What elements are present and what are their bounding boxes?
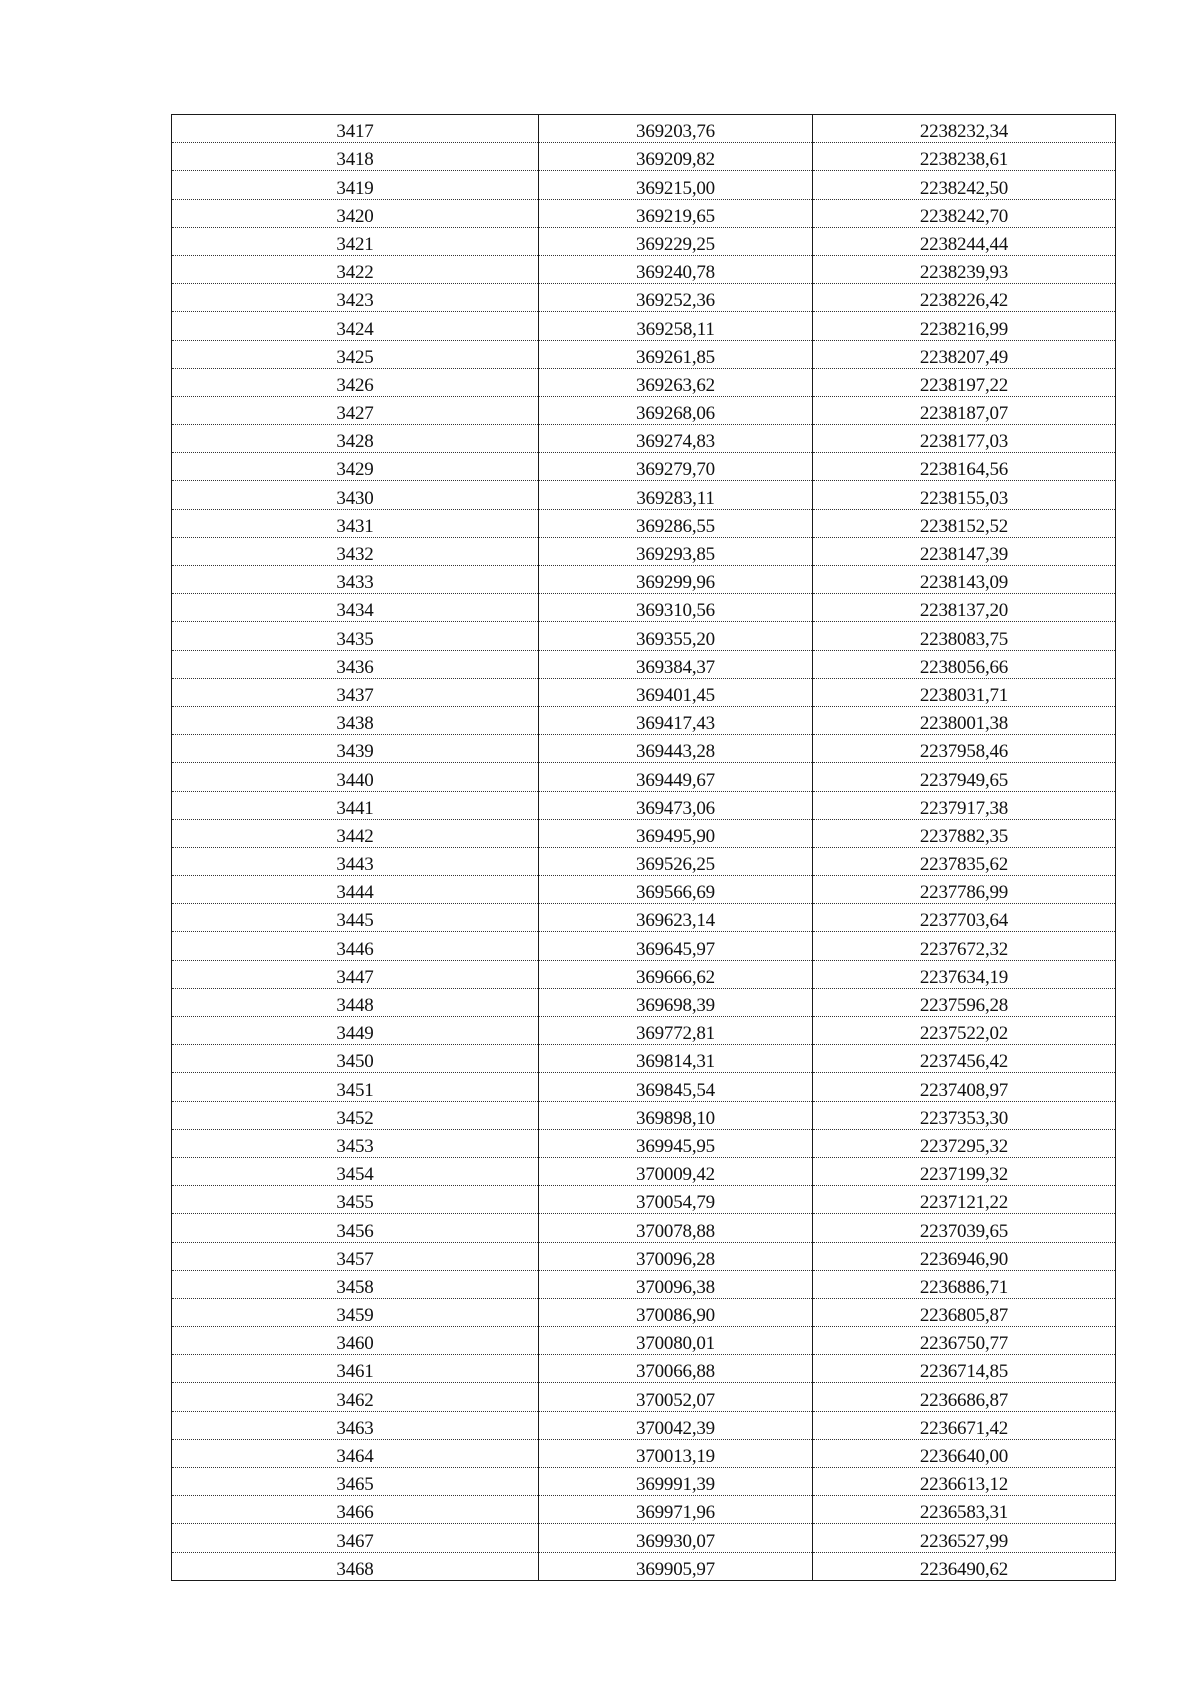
y-coordinate-cell: 2236640,00 <box>813 1439 1116 1467</box>
point-number-cell: 3456 <box>172 1214 539 1242</box>
point-number-cell: 3441 <box>172 791 539 819</box>
x-coordinate-cell: 369845,54 <box>539 1073 813 1101</box>
x-coordinate-cell: 369274,83 <box>539 425 813 453</box>
x-coordinate-cell: 370052,07 <box>539 1383 813 1411</box>
x-coordinate-cell: 369384,37 <box>539 650 813 678</box>
point-number-cell: 3445 <box>172 904 539 932</box>
table-row <box>172 1157 1116 1185</box>
y-coordinate-cell: 2236714,85 <box>813 1355 1116 1383</box>
x-coordinate-cell: 369283,11 <box>539 481 813 509</box>
point-number-cell: 3447 <box>172 960 539 988</box>
point-number-cell: 3444 <box>172 876 539 904</box>
x-coordinate-cell: 369252,36 <box>539 284 813 312</box>
point-number-cell: 3448 <box>172 988 539 1016</box>
table-row <box>172 1242 1116 1270</box>
point-number-cell: 3418 <box>172 143 539 171</box>
table-row <box>172 1468 1116 1496</box>
point-number-cell: 3458 <box>172 1270 539 1298</box>
point-number-cell: 3429 <box>172 453 539 481</box>
x-coordinate-cell: 369355,20 <box>539 622 813 650</box>
y-coordinate-cell: 2237958,46 <box>813 735 1116 763</box>
x-coordinate-cell: 369566,69 <box>539 876 813 904</box>
x-coordinate-cell: 369645,97 <box>539 932 813 960</box>
table-row <box>172 143 1116 171</box>
table-row <box>172 1270 1116 1298</box>
x-coordinate-cell: 370054,79 <box>539 1186 813 1214</box>
table-row <box>172 509 1116 537</box>
table-row <box>172 678 1116 706</box>
table-row <box>172 791 1116 819</box>
table-row <box>172 255 1116 283</box>
x-coordinate-cell: 370078,88 <box>539 1214 813 1242</box>
table-row <box>172 171 1116 199</box>
x-coordinate-cell: 370013,19 <box>539 1439 813 1467</box>
point-number-cell: 3452 <box>172 1101 539 1129</box>
y-coordinate-cell: 2238155,03 <box>813 481 1116 509</box>
table-row <box>172 1355 1116 1383</box>
table-row <box>172 227 1116 255</box>
x-coordinate-cell: 369263,62 <box>539 368 813 396</box>
table-row <box>172 1552 1116 1580</box>
point-number-cell: 3443 <box>172 847 539 875</box>
point-number-cell: 3461 <box>172 1355 539 1383</box>
y-coordinate-cell: 2236946,90 <box>813 1242 1116 1270</box>
y-coordinate-cell: 2236750,77 <box>813 1327 1116 1355</box>
point-number-cell: 3432 <box>172 537 539 565</box>
x-coordinate-cell: 370096,38 <box>539 1270 813 1298</box>
x-coordinate-cell: 369945,95 <box>539 1129 813 1157</box>
y-coordinate-cell: 2237835,62 <box>813 847 1116 875</box>
y-coordinate-cell: 2238031,71 <box>813 678 1116 706</box>
y-coordinate-cell: 2236886,71 <box>813 1270 1116 1298</box>
table-row <box>172 988 1116 1016</box>
table-row <box>172 115 1116 143</box>
y-coordinate-cell: 2238187,07 <box>813 396 1116 424</box>
x-coordinate-cell: 369449,67 <box>539 763 813 791</box>
point-number-cell: 3438 <box>172 706 539 734</box>
table-row <box>172 425 1116 453</box>
table-row <box>172 1439 1116 1467</box>
y-coordinate-cell: 2237039,65 <box>813 1214 1116 1242</box>
y-coordinate-cell: 2237703,64 <box>813 904 1116 932</box>
point-number-cell: 3454 <box>172 1157 539 1185</box>
x-coordinate-cell: 369286,55 <box>539 509 813 537</box>
table-row <box>172 1073 1116 1101</box>
table-row <box>172 284 1116 312</box>
x-coordinate-cell: 369443,28 <box>539 735 813 763</box>
y-coordinate-cell: 2237408,97 <box>813 1073 1116 1101</box>
table-row <box>172 904 1116 932</box>
table-row <box>172 199 1116 227</box>
point-number-cell: 3420 <box>172 199 539 227</box>
point-number-cell: 3435 <box>172 622 539 650</box>
point-number-cell: 3425 <box>172 340 539 368</box>
point-number-cell: 3430 <box>172 481 539 509</box>
table-row <box>172 453 1116 481</box>
table-row <box>172 650 1116 678</box>
table-row <box>172 819 1116 847</box>
y-coordinate-cell: 2238238,61 <box>813 143 1116 171</box>
table-row <box>172 1524 1116 1552</box>
x-coordinate-cell: 369417,43 <box>539 706 813 734</box>
y-coordinate-cell: 2236686,87 <box>813 1383 1116 1411</box>
point-number-cell: 3417 <box>172 115 539 143</box>
table-row <box>172 1129 1116 1157</box>
point-number-cell: 3434 <box>172 594 539 622</box>
point-number-cell: 3460 <box>172 1327 539 1355</box>
table-row <box>172 1327 1116 1355</box>
y-coordinate-cell: 2238177,03 <box>813 425 1116 453</box>
point-number-cell: 3468 <box>172 1552 539 1580</box>
point-number-cell: 3442 <box>172 819 539 847</box>
point-number-cell: 3453 <box>172 1129 539 1157</box>
point-number-cell: 3459 <box>172 1298 539 1326</box>
table-row <box>172 932 1116 960</box>
y-coordinate-cell: 2238226,42 <box>813 284 1116 312</box>
point-number-cell: 3465 <box>172 1468 539 1496</box>
x-coordinate-cell: 369203,76 <box>539 115 813 143</box>
table-row <box>172 960 1116 988</box>
table-row <box>172 594 1116 622</box>
table-row <box>172 735 1116 763</box>
x-coordinate-cell: 369279,70 <box>539 453 813 481</box>
x-coordinate-cell: 369293,85 <box>539 537 813 565</box>
y-coordinate-cell: 2237121,22 <box>813 1186 1116 1214</box>
table-row <box>172 368 1116 396</box>
y-coordinate-cell: 2236490,62 <box>813 1552 1116 1580</box>
table-row <box>172 1298 1116 1326</box>
y-coordinate-cell: 2238207,49 <box>813 340 1116 368</box>
x-coordinate-cell: 370086,90 <box>539 1298 813 1326</box>
x-coordinate-cell: 370066,88 <box>539 1355 813 1383</box>
point-number-cell: 3450 <box>172 1045 539 1073</box>
y-coordinate-cell: 2237456,42 <box>813 1045 1116 1073</box>
x-coordinate-cell: 369698,39 <box>539 988 813 1016</box>
table-row <box>172 1214 1116 1242</box>
y-coordinate-cell: 2237786,99 <box>813 876 1116 904</box>
y-coordinate-cell: 2237295,32 <box>813 1129 1116 1157</box>
y-coordinate-cell: 2238001,38 <box>813 706 1116 734</box>
point-number-cell: 3449 <box>172 1017 539 1045</box>
table-row <box>172 1411 1116 1439</box>
table-row <box>172 876 1116 904</box>
x-coordinate-cell: 369623,14 <box>539 904 813 932</box>
point-number-cell: 3426 <box>172 368 539 396</box>
x-coordinate-cell: 369666,62 <box>539 960 813 988</box>
x-coordinate-cell: 369258,11 <box>539 312 813 340</box>
table-row <box>172 1101 1116 1129</box>
table-row <box>172 1045 1116 1073</box>
x-coordinate-cell: 369219,65 <box>539 199 813 227</box>
point-number-cell: 3463 <box>172 1411 539 1439</box>
table-row <box>172 847 1116 875</box>
point-number-cell: 3462 <box>172 1383 539 1411</box>
x-coordinate-cell: 370096,28 <box>539 1242 813 1270</box>
point-number-cell: 3457 <box>172 1242 539 1270</box>
coordinates-table-body <box>172 115 1116 1581</box>
x-coordinate-cell: 369268,06 <box>539 396 813 424</box>
point-number-cell: 3421 <box>172 227 539 255</box>
y-coordinate-cell: 2238216,99 <box>813 312 1116 340</box>
x-coordinate-cell: 369991,39 <box>539 1468 813 1496</box>
table-row <box>172 537 1116 565</box>
point-number-cell: 3423 <box>172 284 539 312</box>
table-row <box>172 1017 1116 1045</box>
point-number-cell: 3422 <box>172 255 539 283</box>
y-coordinate-cell: 2237949,65 <box>813 763 1116 791</box>
table-row <box>172 396 1116 424</box>
y-coordinate-cell: 2237917,38 <box>813 791 1116 819</box>
table-row <box>172 763 1116 791</box>
x-coordinate-cell: 370080,01 <box>539 1327 813 1355</box>
x-coordinate-cell: 369473,06 <box>539 791 813 819</box>
point-number-cell: 3424 <box>172 312 539 340</box>
y-coordinate-cell: 2238137,20 <box>813 594 1116 622</box>
point-number-cell: 3451 <box>172 1073 539 1101</box>
y-coordinate-cell: 2238239,93 <box>813 255 1116 283</box>
point-number-cell: 3427 <box>172 396 539 424</box>
point-number-cell: 3446 <box>172 932 539 960</box>
point-number-cell: 3440 <box>172 763 539 791</box>
y-coordinate-cell: 2236805,87 <box>813 1298 1116 1326</box>
y-coordinate-cell: 2237199,32 <box>813 1157 1116 1185</box>
y-coordinate-cell: 2238242,50 <box>813 171 1116 199</box>
x-coordinate-cell: 369495,90 <box>539 819 813 847</box>
y-coordinate-cell: 2237596,28 <box>813 988 1116 1016</box>
x-coordinate-cell: 369299,96 <box>539 566 813 594</box>
y-coordinate-cell: 2238056,66 <box>813 650 1116 678</box>
y-coordinate-cell: 2236527,99 <box>813 1524 1116 1552</box>
x-coordinate-cell: 369209,82 <box>539 143 813 171</box>
y-coordinate-cell: 2238197,22 <box>813 368 1116 396</box>
x-coordinate-cell: 369310,56 <box>539 594 813 622</box>
point-number-cell: 3431 <box>172 509 539 537</box>
y-coordinate-cell: 2238143,09 <box>813 566 1116 594</box>
point-number-cell: 3428 <box>172 425 539 453</box>
x-coordinate-cell: 369772,81 <box>539 1017 813 1045</box>
y-coordinate-cell: 2238083,75 <box>813 622 1116 650</box>
x-coordinate-cell: 370009,42 <box>539 1157 813 1185</box>
y-coordinate-cell: 2238164,56 <box>813 453 1116 481</box>
x-coordinate-cell: 369229,25 <box>539 227 813 255</box>
y-coordinate-cell: 2237353,30 <box>813 1101 1116 1129</box>
point-number-cell: 3455 <box>172 1186 539 1214</box>
y-coordinate-cell: 2238244,44 <box>813 227 1116 255</box>
table-row <box>172 706 1116 734</box>
x-coordinate-cell: 369930,07 <box>539 1524 813 1552</box>
x-coordinate-cell: 369905,97 <box>539 1552 813 1580</box>
point-number-cell: 3467 <box>172 1524 539 1552</box>
x-coordinate-cell: 369526,25 <box>539 847 813 875</box>
x-coordinate-cell: 369971,96 <box>539 1496 813 1524</box>
x-coordinate-cell: 370042,39 <box>539 1411 813 1439</box>
table-row <box>172 312 1116 340</box>
y-coordinate-cell: 2238232,34 <box>813 115 1116 143</box>
table-row <box>172 1186 1116 1214</box>
table-row <box>172 340 1116 368</box>
table-row <box>172 1383 1116 1411</box>
y-coordinate-cell: 2237672,32 <box>813 932 1116 960</box>
table-row <box>172 566 1116 594</box>
table-row <box>172 622 1116 650</box>
point-number-cell: 3464 <box>172 1439 539 1467</box>
y-coordinate-cell: 2238152,52 <box>813 509 1116 537</box>
y-coordinate-cell: 2236613,12 <box>813 1468 1116 1496</box>
point-number-cell: 3419 <box>172 171 539 199</box>
point-number-cell: 3433 <box>172 566 539 594</box>
point-number-cell: 3437 <box>172 678 539 706</box>
y-coordinate-cell: 2236583,31 <box>813 1496 1116 1524</box>
x-coordinate-cell: 369898,10 <box>539 1101 813 1129</box>
coordinates-table <box>171 114 1116 1581</box>
y-coordinate-cell: 2237634,19 <box>813 960 1116 988</box>
y-coordinate-cell: 2237522,02 <box>813 1017 1116 1045</box>
x-coordinate-cell: 369215,00 <box>539 171 813 199</box>
x-coordinate-cell: 369261,85 <box>539 340 813 368</box>
table-row <box>172 481 1116 509</box>
y-coordinate-cell: 2237882,35 <box>813 819 1116 847</box>
x-coordinate-cell: 369240,78 <box>539 255 813 283</box>
y-coordinate-cell: 2238242,70 <box>813 199 1116 227</box>
point-number-cell: 3436 <box>172 650 539 678</box>
table-row <box>172 1496 1116 1524</box>
x-coordinate-cell: 369814,31 <box>539 1045 813 1073</box>
y-coordinate-cell: 2236671,42 <box>813 1411 1116 1439</box>
y-coordinate-cell: 2238147,39 <box>813 537 1116 565</box>
x-coordinate-cell: 369401,45 <box>539 678 813 706</box>
point-number-cell: 3439 <box>172 735 539 763</box>
point-number-cell: 3466 <box>172 1496 539 1524</box>
